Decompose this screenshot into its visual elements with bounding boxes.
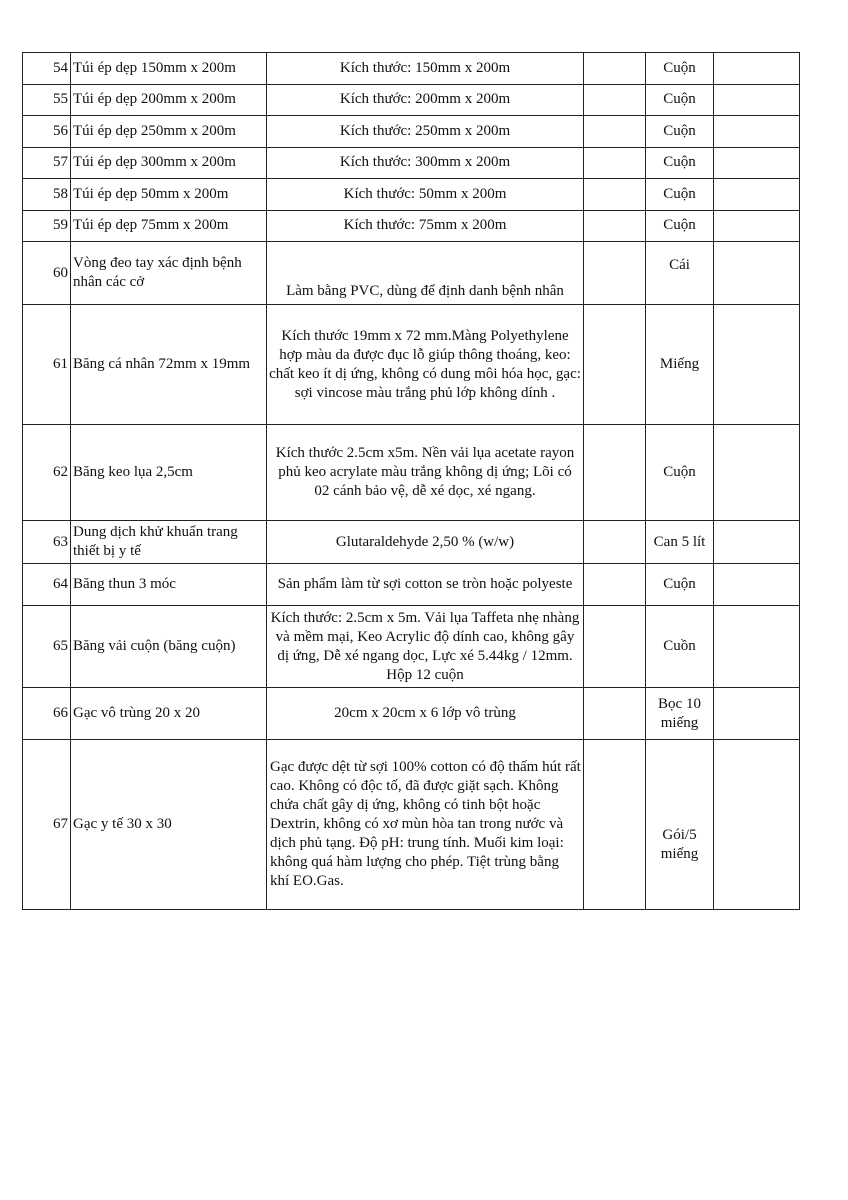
empty-cell [584, 147, 646, 179]
table-row [23, 606, 800, 688]
item-unit: Miếng [646, 305, 714, 425]
row-number: 58 [23, 179, 71, 211]
table-row [23, 242, 800, 305]
item-description: 20cm x 20cm x 6 lớp vô trùng [267, 688, 584, 740]
item-description: Kích thước: 300mm x 200m [267, 147, 584, 179]
item-unit: Cuộn [646, 179, 714, 211]
item-name: Túi ép dẹp 200mm x 200m [71, 84, 267, 116]
item-name: Túi ép dẹp 50mm x 200m [71, 179, 267, 211]
item-name: Túi ép dẹp 300mm x 200m [71, 147, 267, 179]
empty-cell [584, 210, 646, 242]
table-row [23, 688, 800, 740]
row-number: 55 [23, 84, 71, 116]
item-unit: Gói/5 miếng [646, 740, 714, 910]
table-row [23, 116, 800, 148]
empty-cell [714, 606, 800, 688]
empty-cell [714, 53, 800, 85]
item-name: Túi ép dẹp 250mm x 200m [71, 116, 267, 148]
item-unit: Cuộn [646, 564, 714, 606]
empty-cell [584, 179, 646, 211]
table-row [23, 179, 800, 211]
empty-cell [714, 179, 800, 211]
row-number: 61 [23, 305, 71, 425]
empty-cell [714, 84, 800, 116]
item-description: Kích thước: 50mm x 200m [267, 179, 584, 211]
empty-cell [584, 740, 646, 910]
item-unit: Cuộn [646, 116, 714, 148]
item-description: Glutaraldehyde 2,50 % (w/w) [267, 521, 584, 564]
empty-cell [584, 116, 646, 148]
item-name: Vòng đeo tay xác định bệnh nhân các cở [71, 242, 267, 305]
empty-cell [714, 210, 800, 242]
item-description: Kích thước 2.5cm x5m. Nền vải lụa acetate rayon phủ keo acrylate màu trắng không dị ứng; Lõi có 02 cánh bảo vệ, dễ xé dọc, xé ngang. [267, 425, 584, 521]
item-unit: Can 5 lít [646, 521, 714, 564]
item-description: Làm bằng PVC, dùng để định danh bệnh nhân [267, 242, 584, 305]
row-number: 59 [23, 210, 71, 242]
table-row [23, 53, 800, 85]
item-unit: Cuộn [646, 147, 714, 179]
empty-cell [714, 564, 800, 606]
empty-cell [714, 688, 800, 740]
row-number: 67 [23, 740, 71, 910]
row-number: 57 [23, 147, 71, 179]
row-number: 64 [23, 564, 71, 606]
table-row [23, 521, 800, 564]
table-row [23, 84, 800, 116]
item-description: Kích thước: 150mm x 200m [267, 53, 584, 85]
table-row [23, 147, 800, 179]
item-name: Túi ép dẹp 150mm x 200m [71, 53, 267, 85]
item-unit: Cuồn [646, 606, 714, 688]
empty-cell [584, 521, 646, 564]
empty-cell [714, 116, 800, 148]
item-unit: Bọc 10 miếng [646, 688, 714, 740]
item-name: Gạc vô trùng 20 x 20 [71, 688, 267, 740]
item-unit: Cuộn [646, 210, 714, 242]
empty-cell [584, 425, 646, 521]
empty-cell [584, 84, 646, 116]
row-number: 63 [23, 521, 71, 564]
row-number: 65 [23, 606, 71, 688]
item-description: Kích thước 19mm x 72 mm.Màng Polyethylene hợp màu da được đục lỗ giúp thông thoáng, keo: chất keo ít dị ứng, không có dung môi hóa học, gạc: sợi vincose màu trắng phủ lớp không dính . [267, 305, 584, 425]
item-name: Băng keo lụa 2,5cm [71, 425, 267, 521]
item-name: Gạc y tế 30 x 30 [71, 740, 267, 910]
item-unit: Cuộn [646, 53, 714, 85]
empty-cell [714, 740, 800, 910]
empty-cell [714, 242, 800, 305]
empty-cell [584, 564, 646, 606]
empty-cell [714, 305, 800, 425]
empty-cell [584, 242, 646, 305]
item-name: Túi ép dẹp 75mm x 200m [71, 210, 267, 242]
item-unit: Cuộn [646, 425, 714, 521]
table-row [23, 425, 800, 521]
empty-cell [714, 147, 800, 179]
empty-cell [714, 521, 800, 564]
item-description: Kích thước: 200mm x 200m [267, 84, 584, 116]
item-name: Dung dịch khử khuẩn trang thiết bị y tế [71, 521, 267, 564]
table-row [23, 740, 800, 910]
row-number: 62 [23, 425, 71, 521]
empty-cell [714, 425, 800, 521]
item-unit: Cuộn [646, 84, 714, 116]
supply-table [22, 52, 800, 910]
item-description: Gạc được dệt từ sợi 100% cotton có độ thấm hút rất cao. Không có độc tố, đã được giặt sạch. Không chứa chất gây dị ứng, không có tinh bột hoặc Dextrin, không có xơ mùn hòa tan trong nước và dịch phủ tạng. Độ pH: trung tính. Muối kim loại: không quá hàm lượng cho phép. Tiệt trùng bằng khí EO.Gas. [267, 740, 584, 910]
item-unit: Cái [646, 242, 714, 305]
item-description: Kích thước: 250mm x 200m [267, 116, 584, 148]
item-description: Kích thước: 2.5cm x 5m. Vải lụa Taffeta nhẹ nhàng và mềm mại, Keo Acrylic độ dính cao, không gây dị ứng, Dễ xé ngang dọc, Lực xé 5.44kg / 12mm. Hộp 12 cuộn [267, 606, 584, 688]
item-description: Kích thước: 75mm x 200m [267, 210, 584, 242]
table-row [23, 305, 800, 425]
row-number: 66 [23, 688, 71, 740]
empty-cell [584, 688, 646, 740]
row-number: 54 [23, 53, 71, 85]
item-name: Băng thun 3 móc [71, 564, 267, 606]
empty-cell [584, 53, 646, 85]
empty-cell [584, 305, 646, 425]
row-number: 56 [23, 116, 71, 148]
item-name: Băng cá nhân 72mm x 19mm [71, 305, 267, 425]
table-row [23, 564, 800, 606]
row-number: 60 [23, 242, 71, 305]
item-name: Băng vải cuộn (băng cuộn) [71, 606, 267, 688]
empty-cell [584, 606, 646, 688]
table-row [23, 210, 800, 242]
item-description: Sản phẩm làm từ sợi cotton se tròn hoặc polyeste [267, 564, 584, 606]
